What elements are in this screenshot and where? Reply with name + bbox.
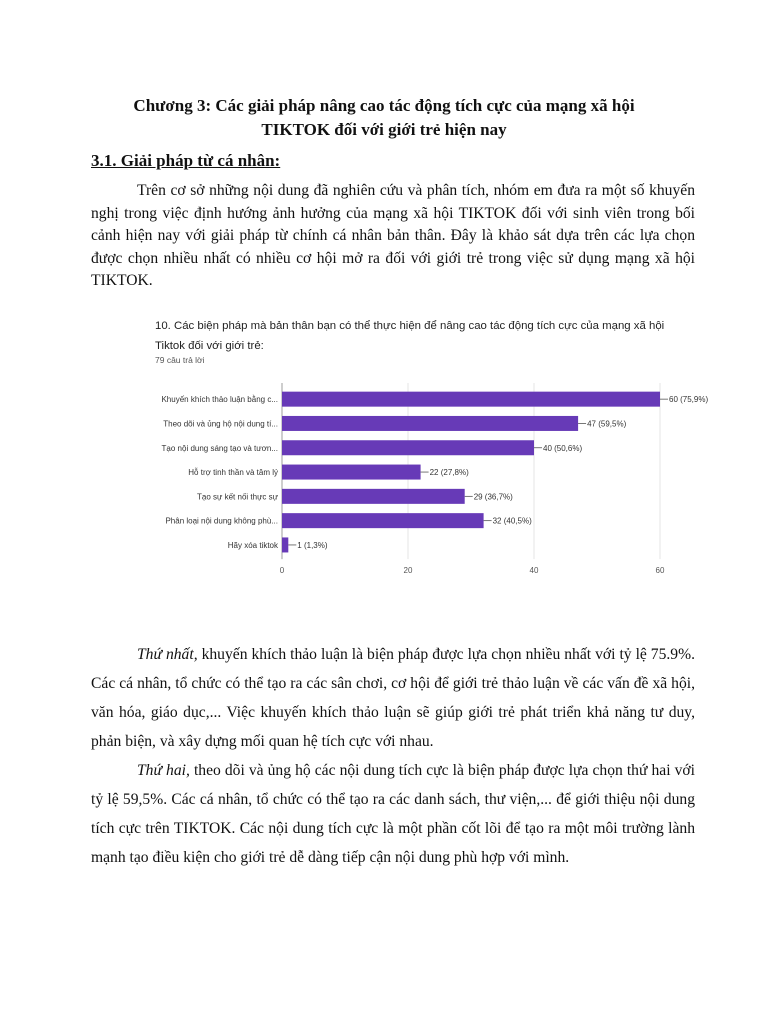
paragraph-second-solution [91, 756, 695, 872]
intro-paragraph: Trên cơ sở những nội dung đã nghiên cứu và phân tích, nhóm em đưa ra một số khuyến nghị trong việc định hướng ảnh hưởng của mạng xã hội TIKTOK đối với sinh viên trong bối cảnh hiện nay với giải pháp từ chính cá nhân bản thân. Đây là khảo sát dựa trên các lựa chọn được chọn nhiều nhất có nhiều cơ hội mở ra đối với giới trẻ trong việc sử dụng mạng xã hội TIKTOK. [91, 182, 695, 289]
chapter-title [60, 94, 708, 142]
category-label: Phân loại nội dung không phù... [165, 516, 278, 526]
paragraph-text: theo dõi và ủng hộ các nội dung tích cực là biện pháp được lựa chọn thứ hai với tỷ lệ 59,5%. Các cá nhân, tổ chức có thể tạo ra các danh sách, thư viện,... để giới thiệu nội dung tích cực trên TIKTOK. Các nội dung tích cực là một phần cốt lõi để tạo ra một môi trường lành mạnh tạo điều kiện cho giới trẻ dễ dàng tiếp cận nội dung phù hợp với mình. [91, 762, 695, 866]
chart-subtitle: 79 câu trả lời [155, 355, 205, 365]
paragraph-first-solution [91, 640, 695, 756]
value-label: 29 (36,7%) [473, 492, 513, 502]
survey-chart [132, 305, 709, 580]
value-label: 32 (40,5%) [492, 516, 532, 526]
chapter-title-line2: TIKTOK đối với giới trẻ hiện nay [261, 120, 507, 139]
category-label: Hỗ trợ tinh thần và tâm lý [188, 468, 278, 478]
value-label: 40 (50,6%) [543, 443, 583, 453]
paragraph-lead: Thứ nhất, [137, 646, 198, 663]
bar [282, 537, 288, 552]
x-tick-label: 20 [403, 566, 413, 576]
category-label: Theo dõi và ủng hộ nội dung tí... [163, 419, 278, 429]
value-label: 60 (75,9%) [669, 395, 709, 405]
chapter-title-line1: Chương 3: Các giải pháp nâng cao tác động tích cực của mạng xã hội [133, 96, 635, 115]
category-label: Khuyến khích thảo luận bằng c... [161, 395, 278, 405]
category-label: Hãy xóa tiktok [227, 540, 278, 550]
value-label: 47 (59,5%) [587, 419, 627, 429]
bar [282, 416, 578, 431]
bar-chart-svg [132, 305, 709, 580]
bar [282, 513, 484, 528]
category-label: Tạo sự kết nối thực sự [197, 492, 278, 502]
bar [282, 489, 465, 504]
x-tick-label: 60 [655, 566, 665, 576]
bar [282, 392, 660, 407]
x-tick-label: 40 [529, 566, 539, 576]
value-label: 22 (27,8%) [429, 468, 469, 478]
paragraph-text: khuyến khích thảo luận là biện pháp được lựa chọn nhiều nhất với tỷ lệ 75.9%. Các cá nhân, tổ chức có thể tạo ra các sân chơi, cơ hội để giới trẻ thảo luận về các vấn đề xã hội, văn hóa, giáo dục,... Việc khuyến khích thảo luận sẽ giúp giới trẻ phát triển khả năng tư duy, phản biện, và xây dựng mối quan hệ tích cực với nhau. [91, 646, 695, 750]
bar [282, 465, 421, 480]
paragraph-lead: Thứ hai, [137, 762, 190, 779]
bar [282, 440, 534, 455]
section-heading: 3.1. Giải pháp từ cá nhân: [91, 151, 281, 170]
chart-title: 10. Các biện pháp mà bản thân bạn có thể thực hiện để nâng cao tác động tích cực của mạng xã hội Tiktok đối với giới trẻ: [155, 320, 665, 352]
x-tick-label: 0 [279, 566, 285, 576]
value-label: 1 (1,3%) [297, 540, 328, 550]
category-label: Tạo nội dung sáng tạo và tươn... [161, 443, 278, 453]
